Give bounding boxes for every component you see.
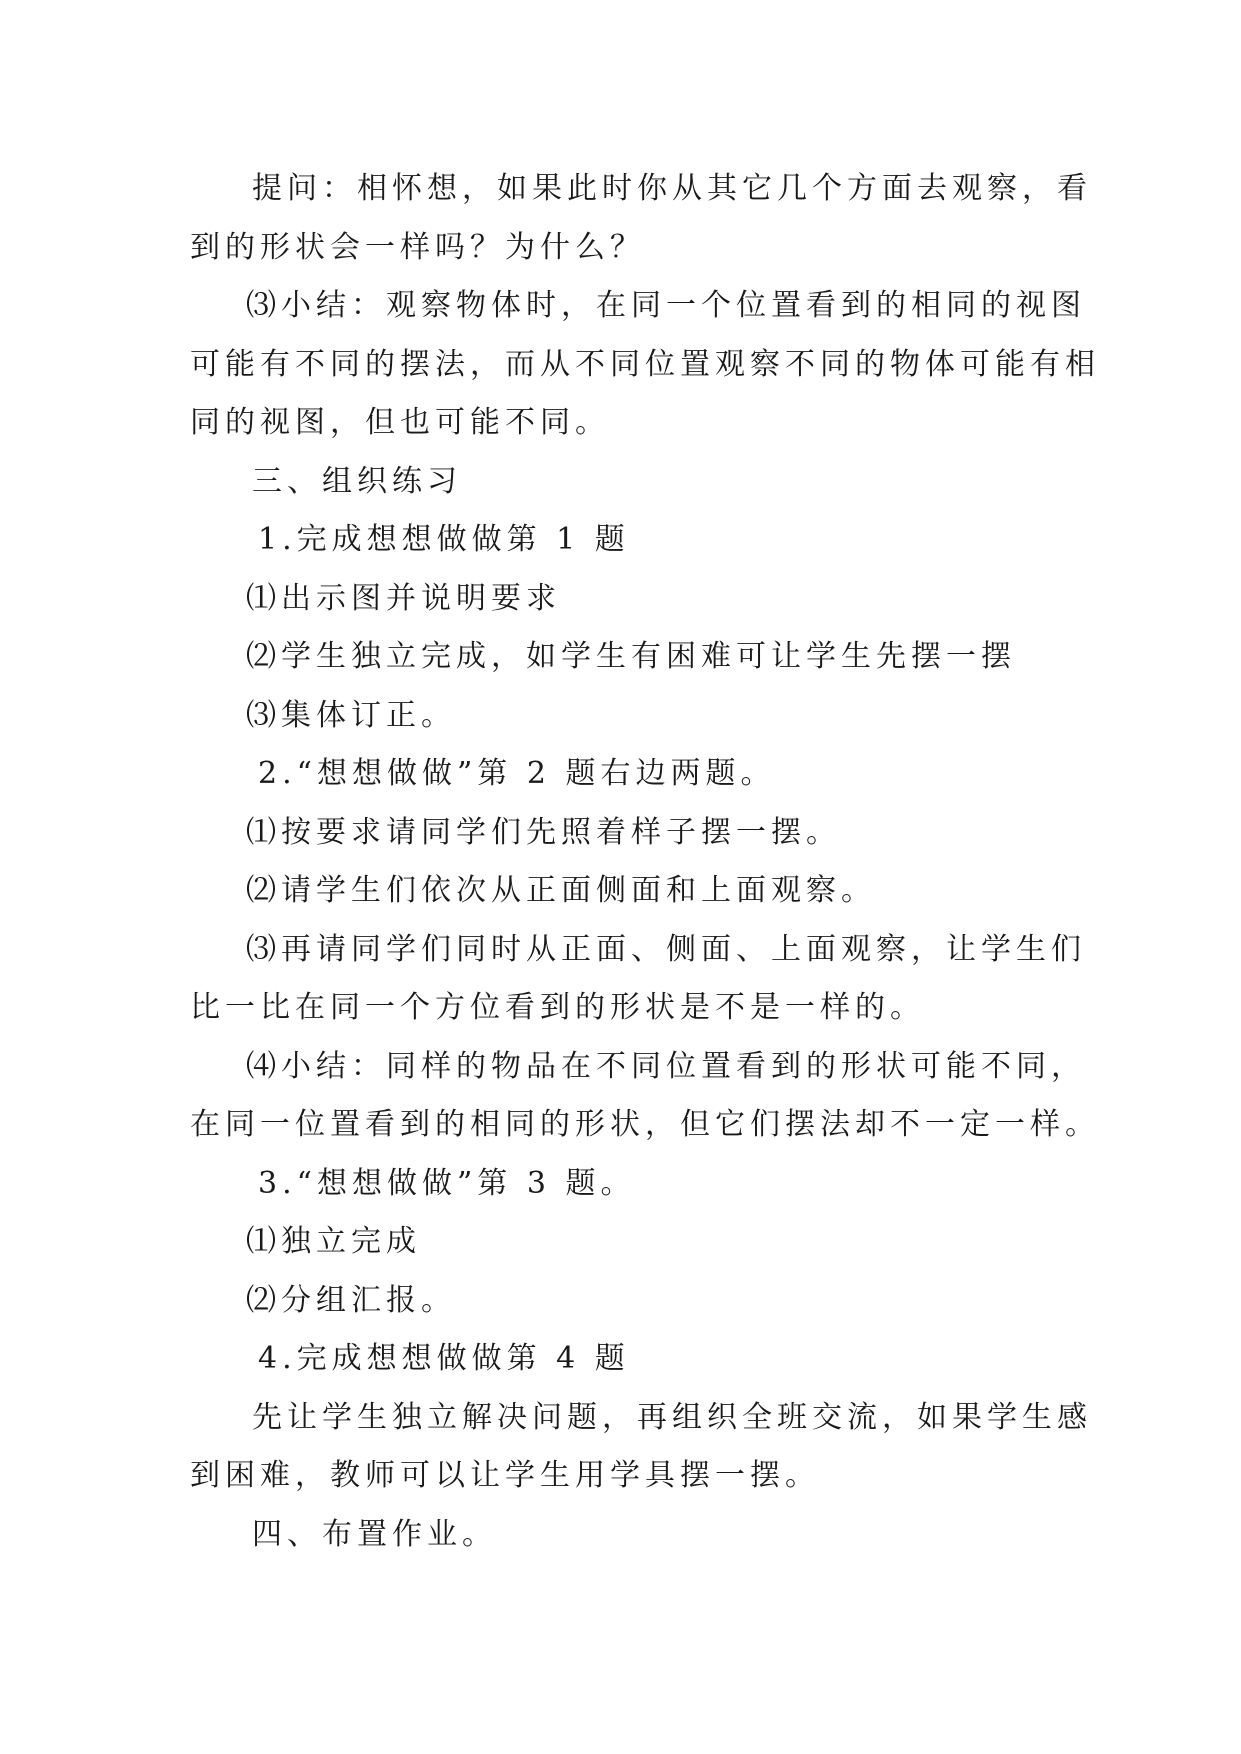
paragraph-line: ⑴按要求请同学们先照着样子摆一摆。 [246, 814, 841, 850]
section-heading: 四、布置作业。 [252, 1516, 497, 1552]
section-heading: 三、组织练习 [252, 463, 462, 499]
paragraph-line: ⑶再请同学们同时从正面、侧面、上面观察，让学生们 [246, 931, 1086, 967]
paragraph-line: ⑵分组汇报。 [246, 1282, 456, 1318]
document-body [190, 160, 1100, 1564]
paragraph-line: 同的视图，但也可能不同。 [190, 405, 610, 440]
exercise-heading: 1.完成想想做做第 1 题 [258, 522, 630, 557]
paragraph-line: 比一比在同一个方位看到的形状是不是一样的。 [190, 990, 925, 1025]
paragraph-line: ⑶小结：观察物体时，在同一个位置看到的相同的视图 [246, 288, 1086, 323]
paragraph-line: ⑷小结：同样的物品在不同位置看到的形状可能不同， [246, 1048, 1086, 1084]
paragraph-line: ⑵学生独立完成，如学生有困难可让学生先摆一摆 [246, 639, 1016, 674]
paragraph-line: ⑶集体订正。 [246, 697, 456, 733]
exercise-heading: 3.“想想做做”第 3 题。 [258, 1165, 636, 1201]
exercise-heading: 4.完成想想做做第 4 题 [258, 1341, 630, 1376]
paragraph-line: ⑴独立完成 [246, 1224, 421, 1259]
paragraph-line: 在同一位置看到的相同的形状，但它们摆法却不一定一样。 [190, 1107, 1100, 1142]
paragraph-line: 到困难，教师可以让学生用学具摆一摆。 [190, 1458, 820, 1493]
paragraph-line: ⑴出示图并说明要求 [246, 580, 561, 616]
exercise-heading: 2.“想想做做”第 2 题右边两题。 [258, 756, 776, 791]
paragraph-line: 到的形状会一样吗？为什么？ [190, 229, 645, 265]
paragraph-line: 提问：相怀想，如果此时你从其它几个方面去观察，看 [252, 171, 1092, 206]
paragraph-line: ⑵请学生们依次从正面侧面和上面观察。 [246, 873, 876, 908]
paragraph-line: 先让学生独立解决问题，再组织全班交流，如果学生感 [252, 1399, 1092, 1435]
paragraph-line: 可能有不同的摆法，而从不同位置观察不同的物体可能有相 [190, 346, 1100, 382]
